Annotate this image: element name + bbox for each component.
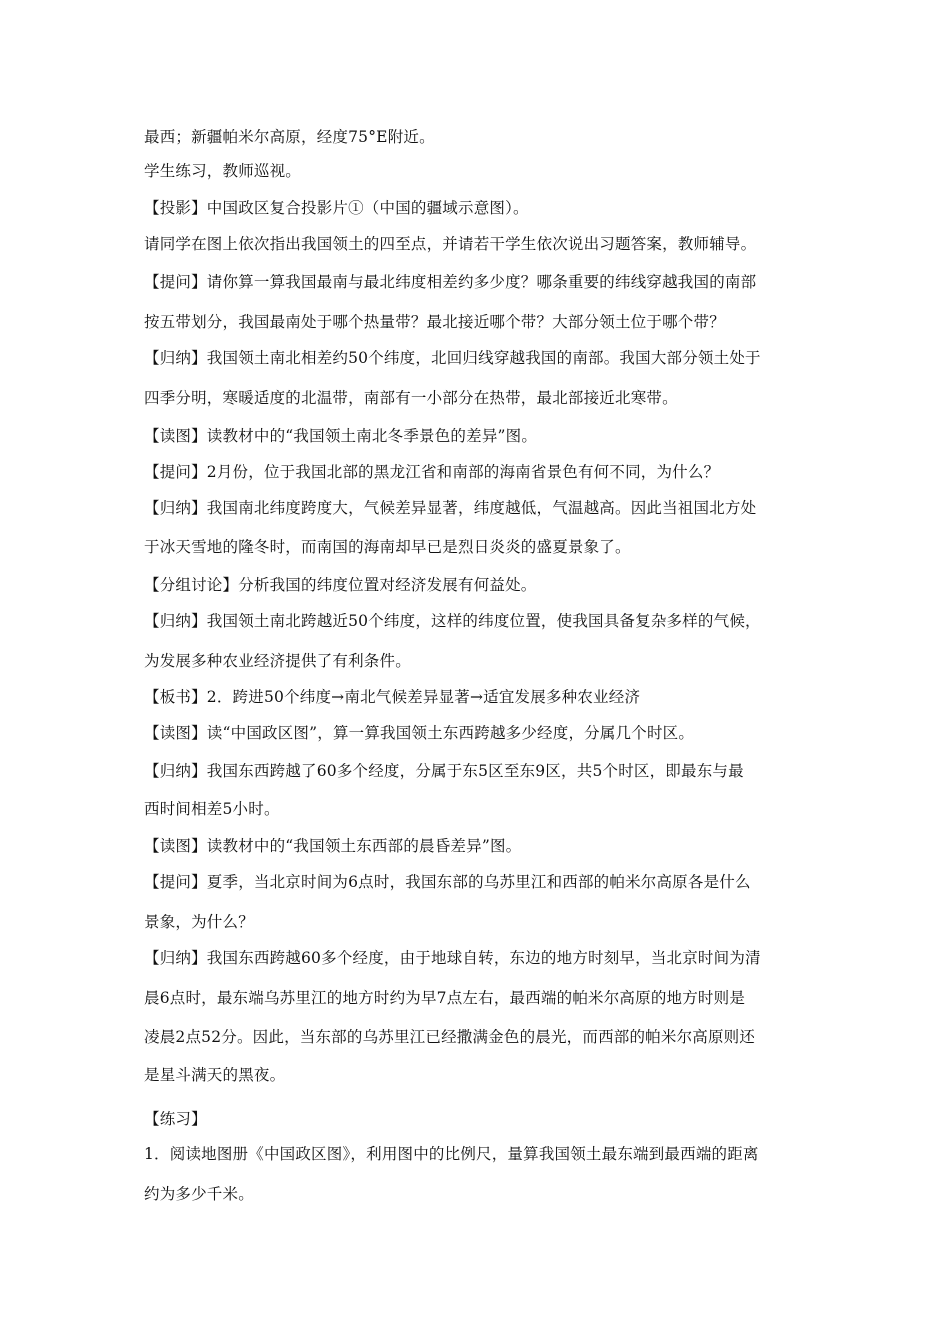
text-line: 【提问】2月份，位于我国北部的黑龙江省和南部的海南省景色有何不同，为什么？ xyxy=(144,463,720,481)
text-line: 四季分明，寒暖适度的北温带，南部有一小部分在热带，最北部接近北寒带。 xyxy=(144,389,678,407)
text-line: 【归纳】我国领土南北相差约50个纬度，北回归线穿越我国的南部。我国大部分领土处于 xyxy=(144,349,761,367)
text-line: 凌晨2点52分。因此，当东部的乌苏里江已经撒满金色的晨光，而西部的帕米尔高原则还 xyxy=(144,1028,756,1046)
text-line: 【归纳】我国南北纬度跨度大，气候差异显著，纬度越低，气温越高。因此当祖国北方处 xyxy=(144,499,757,517)
text-line: 请同学在图上依次指出我国领土的四至点，并请若干学生依次说出习题答案，教师辅导。 xyxy=(144,235,757,253)
text-line: 【分组讨论】分析我国的纬度位置对经济发展有何益处。 xyxy=(144,576,537,594)
text-line: 【读图】读“中国政区图”，算一算我国领土东西跨越多少经度，分属几个时区。 xyxy=(144,724,695,742)
text-line: 【读图】读教材中的“我国领土南北冬季景色的差异”图。 xyxy=(144,427,538,445)
text-line: 按五带划分，我国最南处于哪个热量带？最北接近哪个带？大部分领土位于哪个带？ xyxy=(144,313,725,331)
text-line: 【归纳】我国东西跨越60多个经度，由于地球自转，东边的地方时刻早，当北京时间为清 xyxy=(144,949,761,967)
text-line: 晨6点时，最东端乌苏里江的地方时约为早7点左右，最西端的帕米尔高原的地方时则是 xyxy=(144,989,746,1007)
text-line: 【板书】2．跨进50个纬度→南北气候差异显著→适宜发展多种农业经济 xyxy=(144,688,641,706)
text-line: 【归纳】我国领土南北跨越近50个纬度，这样的纬度位置，使我国具备复杂多样的气候， xyxy=(144,612,761,630)
text-line: 【归纳】我国东西跨越了60多个经度，分属于东5区至东9区，共5个时区，即最东与最 xyxy=(144,762,744,780)
text-line: 最西；新疆帕米尔高原，经度75°E附近。 xyxy=(144,128,435,146)
text-line: 【提问】请你算一算我国最南与最北纬度相差约多少度？哪条重要的纬线穿越我国的南部 xyxy=(144,273,757,291)
text-line: 【投影】中国政区复合投影片①（中国的疆域示意图）。 xyxy=(144,199,529,217)
text-line: 【提问】夏季，当北京时间为6点时，我国东部的乌苏里江和西部的帕米尔高原各是什么 xyxy=(144,873,751,891)
text-line: 【练习】 xyxy=(144,1110,207,1128)
text-line: 【读图】读教材中的“我国领土东西部的晨昏差异”图。 xyxy=(144,837,522,855)
text-line: 景象，为什么？ xyxy=(144,913,254,931)
text-line: 西时间相差5小时。 xyxy=(144,800,280,818)
text-line: 为发展多种农业经济提供了有利条件。 xyxy=(144,652,411,670)
text-line: 是星斗满天的黑夜。 xyxy=(144,1066,286,1084)
text-line: 学生练习，教师巡视。 xyxy=(144,162,302,180)
text-line: 约为多少千米。 xyxy=(144,1185,254,1203)
text-line: 于冰天雪地的隆冬时，而南国的海南却早已是烈日炎炎的盛夏景象了。 xyxy=(144,538,631,556)
text-line: 1．阅读地图册《中国政区图》，利用图中的比例尺，量算我国领土最东端到最西端的距离 xyxy=(144,1145,759,1163)
